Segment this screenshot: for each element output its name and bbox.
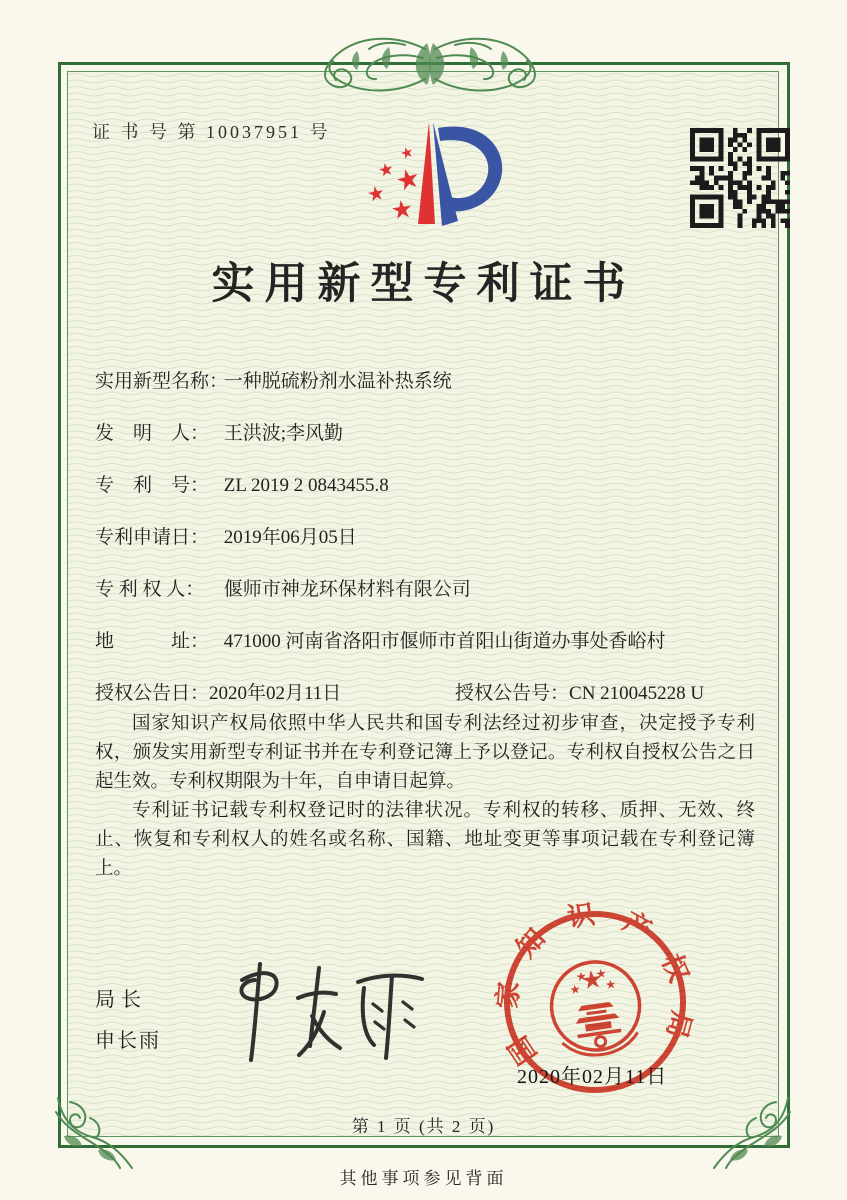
page-number: 第 1 页 (共 2 页): [351, 1117, 496, 1136]
field-row-inventors: [95, 418, 343, 445]
grant-date-value: 2020年02月11日: [209, 683, 342, 704]
field-label: 专 利 权 人：: [95, 579, 205, 600]
field-value: 471000 河南省洛阳市偃师市首阳山街道办事处香峪村: [223, 631, 666, 652]
director-title: 局长: [95, 989, 147, 1011]
grant-date-label: 授权公告日：: [95, 683, 210, 704]
legal-paragraph-2: 专利证书记载专利权登记时的法律状况。专利权的转移、质押、无效、终止、恢复和专利权人的姓名或名称、国籍、地址变更等事项记载在专利登记簿上。: [95, 801, 755, 879]
field-label: 实用新型名称：: [95, 371, 229, 392]
grant-number-group: [455, 678, 704, 705]
field-row-patentee: [95, 574, 471, 601]
field-value: 一种脱硫粉剂水温补热系统: [223, 371, 452, 392]
legal-text: [95, 710, 755, 884]
field-value: 2019年06月05日: [223, 527, 357, 548]
grant-number-value: CN 210045228 U: [569, 683, 705, 704]
seal-text: 国家知识产权局: [492, 899, 697, 1070]
qr-code: [690, 128, 790, 228]
field-value: 王洪波;李风勤: [223, 423, 344, 444]
grant-number-label: 授权公告号：: [455, 683, 570, 704]
top-border-ornament-icon: [285, 27, 575, 99]
field-row-grant: [95, 678, 705, 705]
field-label: 发 明 人：: [95, 423, 210, 444]
field-label: 专 利 号：: [95, 475, 210, 496]
field-row-address: [95, 626, 666, 653]
field-row-filing-date: [95, 522, 357, 549]
cnipa-logo-icon: [350, 114, 515, 232]
legal-paragraph-1: 国家知识产权局依照中华人民共和国专利法经过初步审查，决定授予专利权，颁发实用新型专利证书并在专利登记簿上予以登记。专利权自授权公告之日起生效。专利权期限为十年，自申请日起算。: [95, 714, 755, 792]
director-name: 申长雨: [95, 1030, 161, 1052]
field-label: 专利申请日：: [95, 527, 210, 548]
field-row-patent-number: [95, 470, 389, 497]
field-value: ZL 2019 2 0843455.8: [223, 475, 389, 496]
field-value: 偃师市神龙环保材料有限公司: [223, 579, 471, 600]
certificate-title: 实用新型专利证书: [211, 261, 636, 308]
back-note: 其他事项参见背面: [339, 1169, 508, 1188]
field-row-invention-name: [95, 366, 452, 393]
certificate-number: 证 书 号 第 10037951 号: [92, 122, 331, 142]
handwritten-signature-icon: [222, 958, 437, 1066]
field-label: 地 址：: [95, 631, 210, 652]
seal-date: 2020年02月11日: [517, 1066, 668, 1088]
